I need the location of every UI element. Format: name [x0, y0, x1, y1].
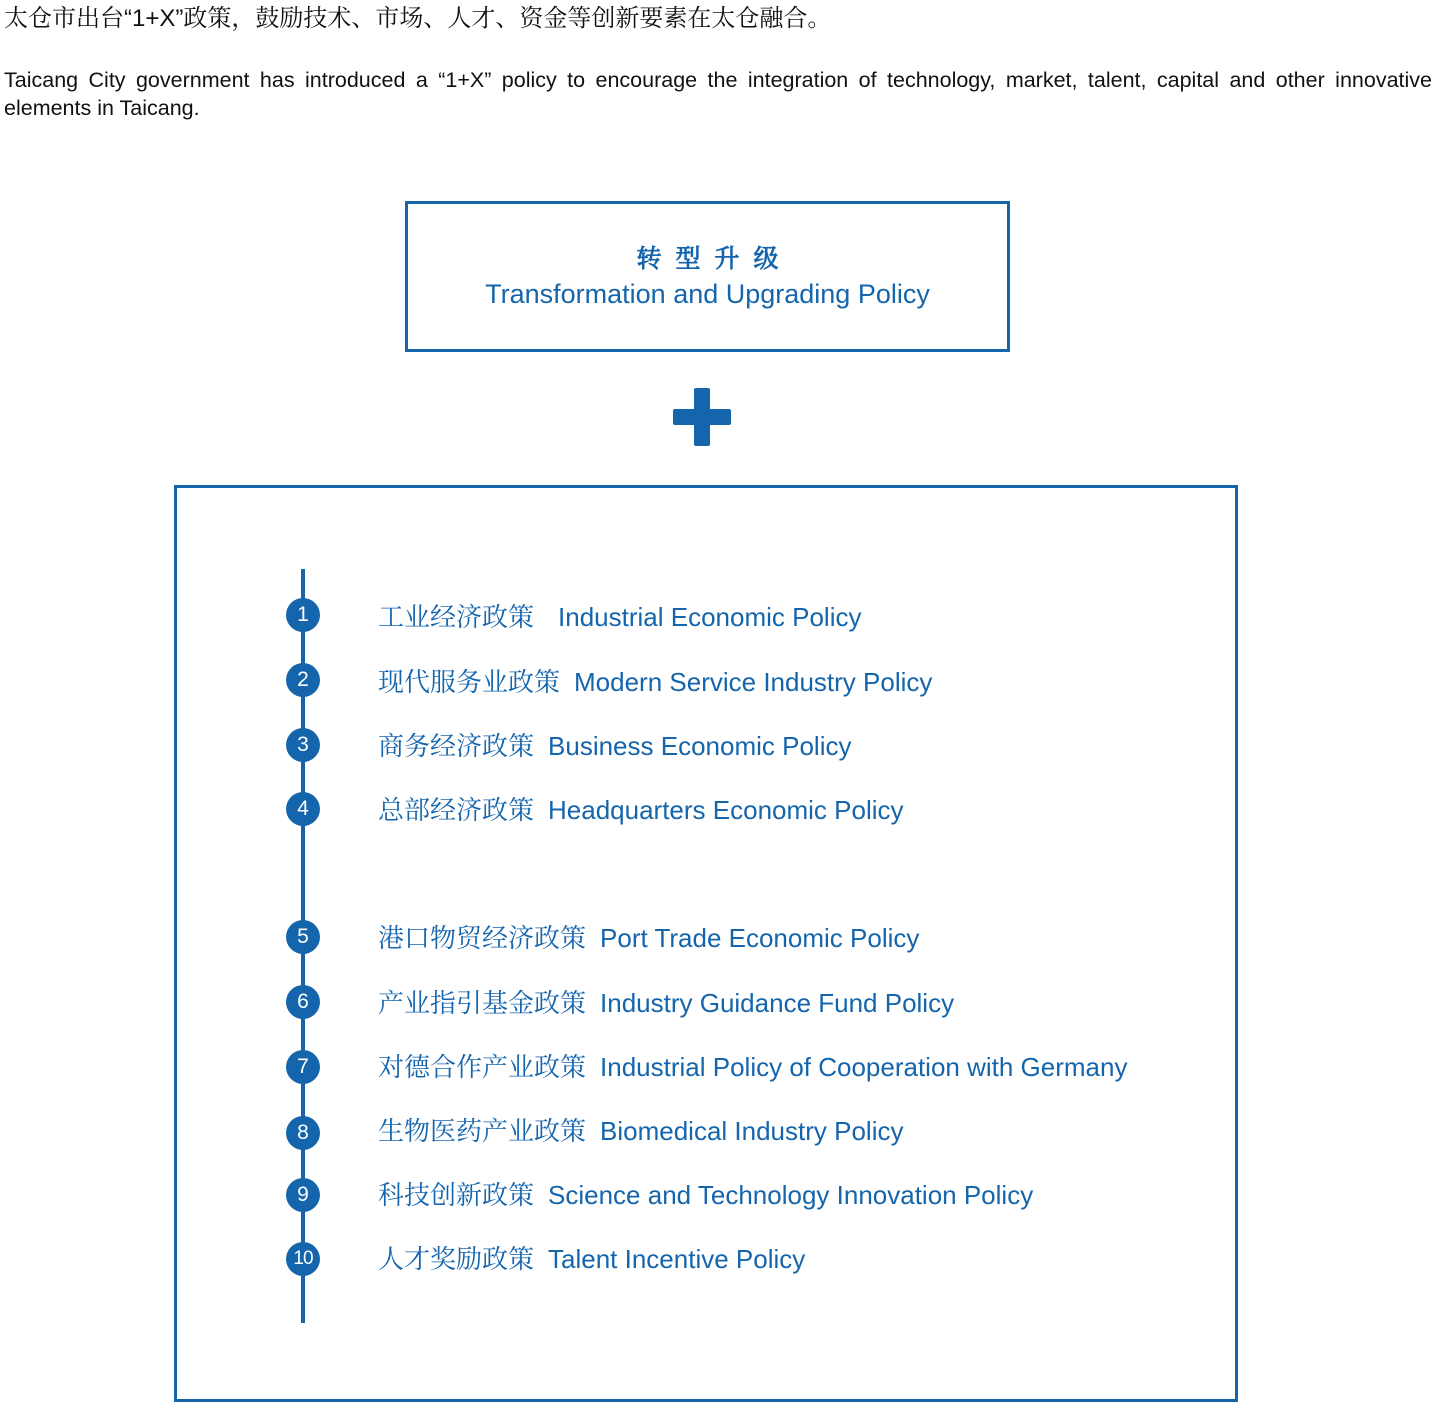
policy-label-zh: 人才奖励政策 [378, 1244, 535, 1274]
policy-label-en: Industrial Economic Policy [558, 602, 862, 632]
policy-number-badge: 9 [286, 1178, 320, 1212]
policy-label [378, 1114, 903, 1148]
plus-icon [673, 388, 731, 446]
policy-label-en: Industrial Policy of Cooperation with Germany [600, 1052, 1128, 1082]
policy-label-zh: 对德合作产业政策 [378, 1052, 587, 1082]
policy-label-zh: 总部经济政策 [378, 795, 535, 825]
policy-label-zh: 工业经济政策 [378, 602, 535, 632]
policy-label-en: Talent Incentive Policy [548, 1244, 806, 1274]
policy-number-badge: 5 [286, 920, 320, 954]
policy-label [378, 600, 861, 634]
policy-label-en: Industry Guidance Fund Policy [600, 988, 955, 1018]
policy-label-zh: 商务经济政策 [378, 731, 535, 761]
policy-label-zh: 港口物贸经济政策 [378, 923, 587, 953]
policy-label [378, 986, 954, 1020]
policy-label [378, 1242, 805, 1276]
intro-english-text: Taicang City government has introduced a “1+X” policy to encourage the integration of technology, market, talent, capital and other innovative elements in Taicang. [4, 68, 1432, 120]
policy-label [378, 665, 932, 699]
intro-chinese-text: 太仓市出台“1+X”政策，鼓励技术、市场、人才、资金等创新要素在太仓融合。 [4, 5, 832, 32]
policy-label [378, 1178, 1033, 1212]
policy-label-zh: 现代服务业政策 [378, 667, 561, 697]
transformation-policy-title-en: Transformation and Upgrading Policy [485, 279, 930, 309]
policy-label-en: Modern Service Industry Policy [574, 667, 933, 697]
policy-label-zh: 生物医药产业政策 [378, 1116, 587, 1146]
policy-label [378, 1050, 1127, 1084]
policy-number-badge: 3 [286, 728, 320, 762]
policy-label [378, 729, 851, 763]
policy-label-en: Port Trade Economic Policy [600, 923, 920, 953]
policy-label-zh: 科技创新政策 [378, 1180, 535, 1210]
policy-number-badge: 6 [286, 985, 320, 1019]
plus-icon-vertical-bar [694, 388, 710, 446]
policy-number-badge: 7 [286, 1050, 320, 1084]
policy-label-en: Biomedical Industry Policy [600, 1116, 904, 1146]
policy-label [378, 921, 919, 955]
policy-number-badge: 1 [286, 598, 320, 632]
transformation-policy-title-zh: 转型升级 [636, 245, 793, 273]
policy-label [378, 793, 904, 827]
policy-number-badge: 2 [286, 663, 320, 697]
policy-label-zh: 产业指引基金政策 [378, 988, 587, 1018]
policy-label-en: Science and Technology Innovation Policy [548, 1180, 1034, 1210]
transformation-policy-box [405, 201, 1010, 352]
policy-label-en: Headquarters Economic Policy [548, 795, 904, 825]
policy-number-badge: 4 [286, 792, 320, 826]
policy-number-badge: 10 [286, 1242, 320, 1276]
policy-number-badge: 8 [286, 1116, 320, 1150]
policy-label-en: Business Economic Policy [548, 731, 852, 761]
